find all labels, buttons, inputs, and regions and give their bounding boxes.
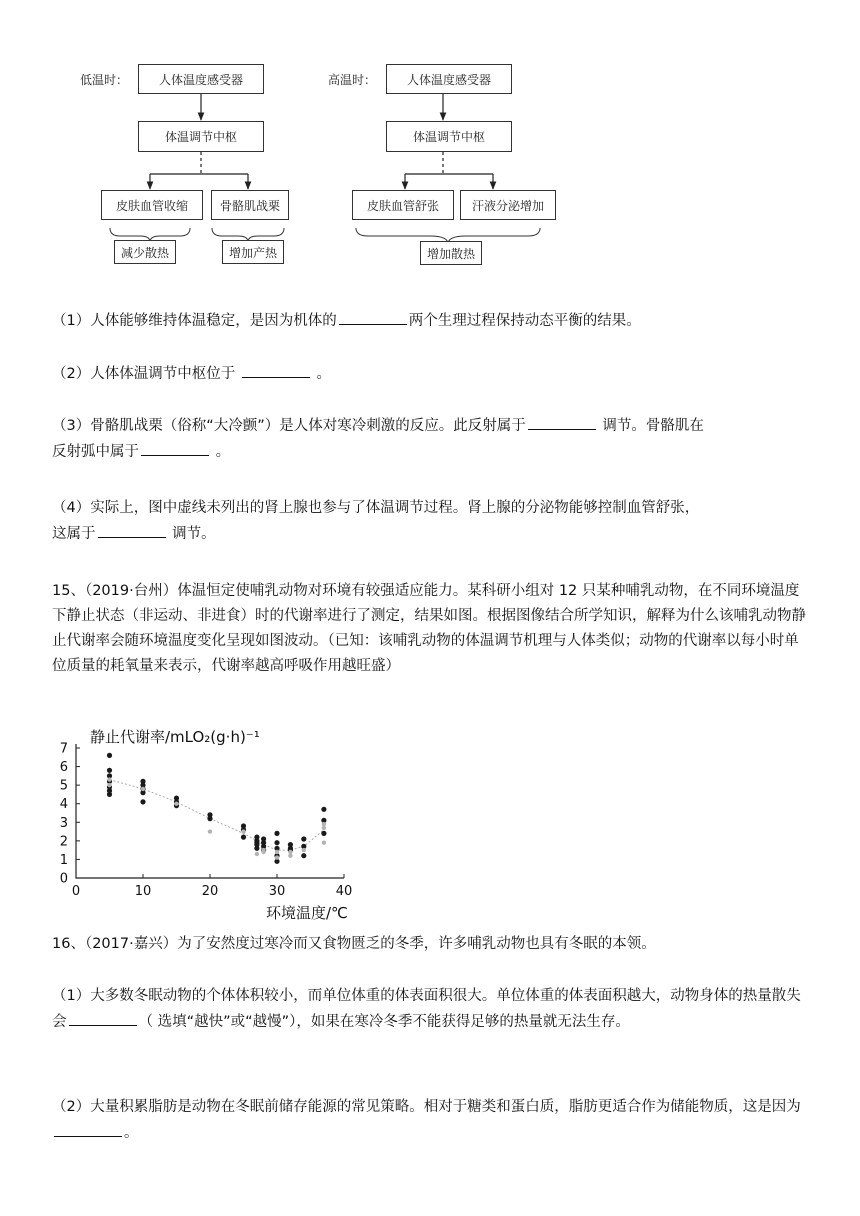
q14-item-4 (52, 496, 812, 547)
data-point-light (322, 826, 326, 830)
data-point-light (302, 848, 306, 852)
q16-item-2-text-b: 。 (124, 1125, 139, 1141)
y-tick-label: 4 (59, 797, 68, 813)
answer-blank[interactable] (98, 521, 166, 538)
q14-item-4-text-a: （4）实际上，图中虚线未列出的肾上腺也参与了体温调节过程。肾上腺的分泌物能够控制血管舒张， (52, 500, 700, 516)
q14-item-2 (52, 361, 812, 387)
low-sensor-box: 人体温度感受器 (138, 64, 264, 94)
data-point-light (241, 829, 245, 833)
answer-blank[interactable] (339, 308, 407, 325)
q16-intro: 16、（2017·嘉兴）为了安然度过寒冷而又食物匮乏的冬季，许多哺乳动物也具有冬眠的本领。 (52, 936, 656, 952)
data-point-light (322, 822, 326, 826)
data-point-light (275, 850, 279, 854)
data-point-light (208, 829, 212, 833)
q14-item-2-text-a: （2）人体体温调节中枢位于 (52, 366, 236, 382)
data-point-dark (107, 768, 112, 773)
q16-item-1-text-a: （1）大多数冬眠动物的个体体积较小，而单位体重的体表面积很大。单位体重的体表面积越大，动物身体的热量散失会 (52, 988, 801, 1030)
answer-blank[interactable] (69, 1009, 137, 1026)
data-point-dark (254, 846, 259, 851)
q14-item-3-text-d: 。 (215, 444, 231, 460)
low-center-box: 体温调节中枢 (138, 121, 264, 152)
q14-item-3 (52, 413, 812, 465)
data-point-dark (241, 835, 246, 840)
q16-item-2 (52, 1095, 812, 1146)
answer-blank[interactable] (141, 439, 209, 456)
low-result-reduce-heat-loss: 减少散热 (114, 240, 176, 264)
high-effector-vasodilation: 皮肤血管舒张 (352, 190, 454, 220)
data-point-dark (274, 840, 279, 845)
x-tick-label: 0 (71, 884, 81, 899)
q16-item-1 (52, 984, 812, 1035)
data-point-light (275, 855, 279, 859)
data-point-light (174, 802, 178, 806)
q15-text: 15、（2019·台州）体温恒定使哺乳动物对环境有较强适应能力。某科研小组对 12 只某种哺乳动物，在不同环境温度下静止状态（非运动、非进食）时的代谢率进行了测定，结果如图。根据图像结合所学知识，解释为什么该哺乳动物静止代谢率会随环境温度变化呈现如图波动。（已知：该哺乳动物的体温调节机理与人体类似；动物的代谢率以每小时单位质量的耗氧量来表示，代谢率越高呼吸作用越旺盛） (52, 583, 806, 674)
data-point-light (107, 777, 111, 781)
data-point-dark (321, 807, 326, 812)
y-tick-label: 6 (59, 760, 68, 776)
data-point-dark (107, 792, 112, 797)
chart-axes (60, 742, 353, 900)
data-point-light (288, 854, 292, 858)
high-result-increase-heat-loss: 增加散热 (420, 241, 482, 265)
chart-ylabel: 静止代谢率/mLO₂(g·h)⁻¹ (90, 728, 260, 746)
q14-item-1 (52, 308, 812, 334)
data-point-dark (140, 799, 145, 804)
x-tick-label: 10 (134, 884, 152, 899)
high-sensor-box: 人体温度感受器 (386, 64, 512, 94)
q14-item-3-text-c: 反射弧中属于 (52, 444, 139, 460)
q14-item-1-text-a: （1）人体能够维持体温稳定，是因为机体的 (52, 313, 337, 329)
data-point-light (261, 850, 265, 854)
chart-xlabel: 环境温度/℃ (266, 904, 348, 922)
data-point-dark (301, 836, 306, 841)
q14-item-3-text-b: 调节。骨骼肌在 (602, 418, 704, 434)
data-point-light (107, 783, 111, 787)
y-tick-label: 0 (59, 871, 68, 887)
x-tick-label: 40 (335, 884, 353, 899)
high-center-box: 体温调节中枢 (386, 121, 512, 152)
data-point-dark (301, 853, 306, 858)
answer-blank[interactable] (528, 413, 596, 430)
q14-item-2-text-b: 。 (316, 366, 331, 382)
y-tick-label: 7 (59, 741, 68, 757)
low-result-increase-heat-production: 增加产热 (222, 240, 284, 264)
y-tick-label: 3 (59, 815, 68, 831)
y-tick-label: 2 (59, 834, 68, 850)
chart-points (107, 753, 327, 864)
low-effector-shivering: 骨骼肌战栗 (211, 190, 289, 220)
q14-item-1-text-b: 两个生理过程保持动态平衡的结果。 (408, 313, 641, 329)
x-tick-label: 20 (201, 884, 219, 899)
low-effector-vasoconstriction: 皮肤血管收缩 (101, 190, 203, 220)
answer-blank[interactable] (242, 361, 310, 378)
data-point-dark (107, 753, 112, 758)
q14-item-4-text-b: 这属于 (52, 526, 96, 542)
x-tick-label: 30 (268, 884, 286, 899)
q16-item-1-text-b: （ 选填“越快”或“越慢”），如果在寒冷冬季不能获得足够的热量就无法生存。 (138, 1014, 630, 1030)
high-temp-label: 高温时： (328, 73, 377, 87)
data-point-dark (274, 831, 279, 836)
high-effector-sweating: 汗液分泌增加 (460, 190, 556, 220)
data-point-light (322, 841, 326, 845)
q14-item-4-text-c: 调节。 (172, 526, 216, 542)
metabolic-rate-chart (50, 722, 370, 922)
data-point-light (141, 787, 145, 791)
y-tick-label: 5 (59, 778, 68, 794)
y-tick-label: 1 (59, 852, 68, 868)
data-point-dark (321, 831, 326, 836)
q16-item-2-text-a: （2）大量积累脂肪是动物在冬眠前储存能源的常见策略。相对于糖类和蛋白质，脂肪更适合作为储能物质，这是因为 (52, 1099, 801, 1115)
q14-item-3-text-a: （3）骨骼肌战栗（俗称“大冷颤”）是人体对寒冷刺激的反应。此反射属于 (52, 418, 526, 434)
low-temp-label: 低温时： (80, 73, 129, 87)
data-point-light (255, 852, 259, 856)
answer-blank[interactable] (54, 1120, 122, 1137)
data-point-dark (207, 816, 212, 821)
